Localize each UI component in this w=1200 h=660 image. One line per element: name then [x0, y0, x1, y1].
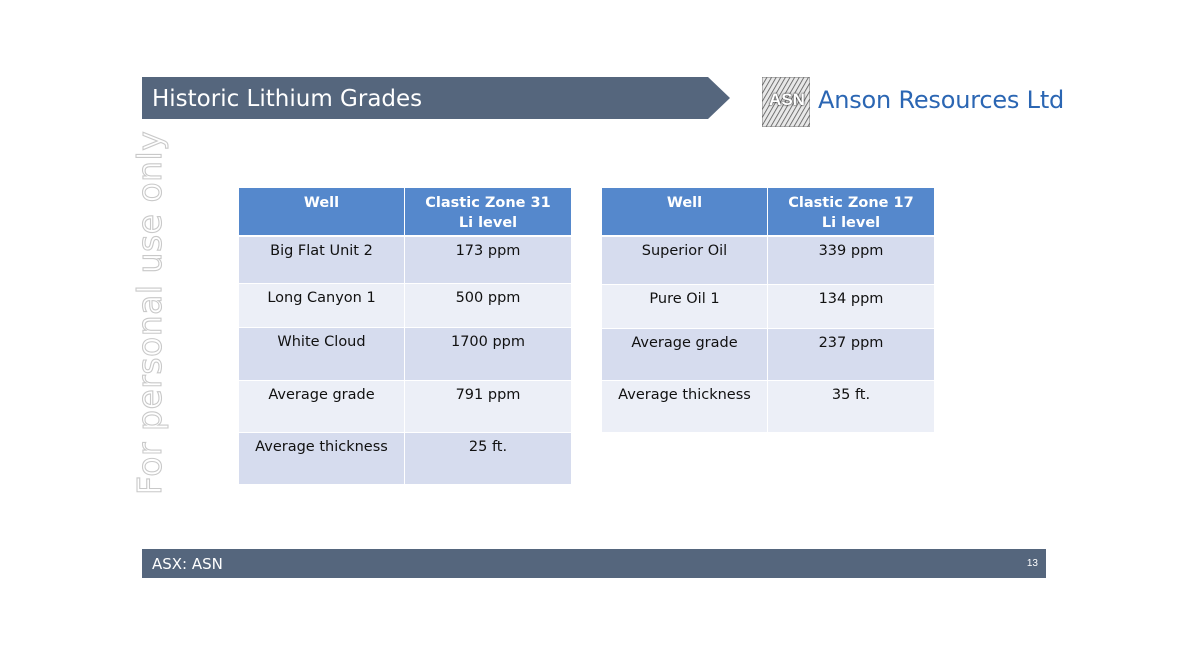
cell-well: White Cloud	[239, 328, 405, 381]
table-row	[239, 284, 572, 328]
clastic-zone-31-table	[238, 187, 572, 485]
cell-well: Average grade	[239, 381, 405, 433]
cell-value: 134 ppm	[768, 285, 935, 329]
table-row	[602, 236, 935, 285]
cell-value: 237 ppm	[768, 329, 935, 381]
table-row	[239, 328, 572, 381]
cell-value: 35 ft.	[768, 381, 935, 433]
header-li-level	[768, 188, 935, 236]
header-li-level	[405, 188, 572, 236]
footer-bar	[142, 549, 1046, 578]
table-header-row	[602, 188, 935, 236]
page-number: 13	[1026, 558, 1038, 569]
slide-title: Historic Lithium Grades	[152, 86, 423, 112]
header-li-level-text: Clastic Zone 31 Li level	[425, 195, 551, 231]
cell-value: 173 ppm	[405, 236, 572, 284]
title-banner	[142, 77, 730, 119]
cell-well: Average thickness	[239, 433, 405, 485]
logo-mark-text: ASN	[769, 90, 805, 109]
header-li-level-text: Clastic Zone 17 Li level	[788, 195, 914, 231]
cell-well: Pure Oil 1	[602, 285, 768, 329]
cell-well: Long Canyon 1	[239, 284, 405, 328]
cell-well: Big Flat Unit 2	[239, 236, 405, 284]
table-row	[239, 381, 572, 433]
cell-well: Average grade	[602, 329, 768, 381]
company-name: Anson Resources Ltd	[818, 86, 1065, 114]
table-header-row	[239, 188, 572, 236]
footer-ticker: ASX: ASN	[152, 555, 223, 573]
cell-well: Superior Oil	[602, 236, 768, 285]
table-row	[239, 236, 572, 284]
header-well: Well	[602, 188, 768, 236]
table-row	[602, 285, 935, 329]
table-row	[239, 433, 572, 485]
cell-value: 25 ft.	[405, 433, 572, 485]
clastic-zone-17-table	[601, 187, 935, 433]
table-row	[602, 329, 935, 381]
cell-value: 500 ppm	[405, 284, 572, 328]
cell-value: 1700 ppm	[405, 328, 572, 381]
company-logo	[762, 77, 1065, 127]
header-well: Well	[239, 188, 405, 236]
cell-value: 791 ppm	[405, 381, 572, 433]
cell-value: 339 ppm	[768, 236, 935, 285]
watermark: For personal use only	[130, 130, 169, 495]
table-row	[602, 381, 935, 433]
cell-well: Average thickness	[602, 381, 768, 433]
